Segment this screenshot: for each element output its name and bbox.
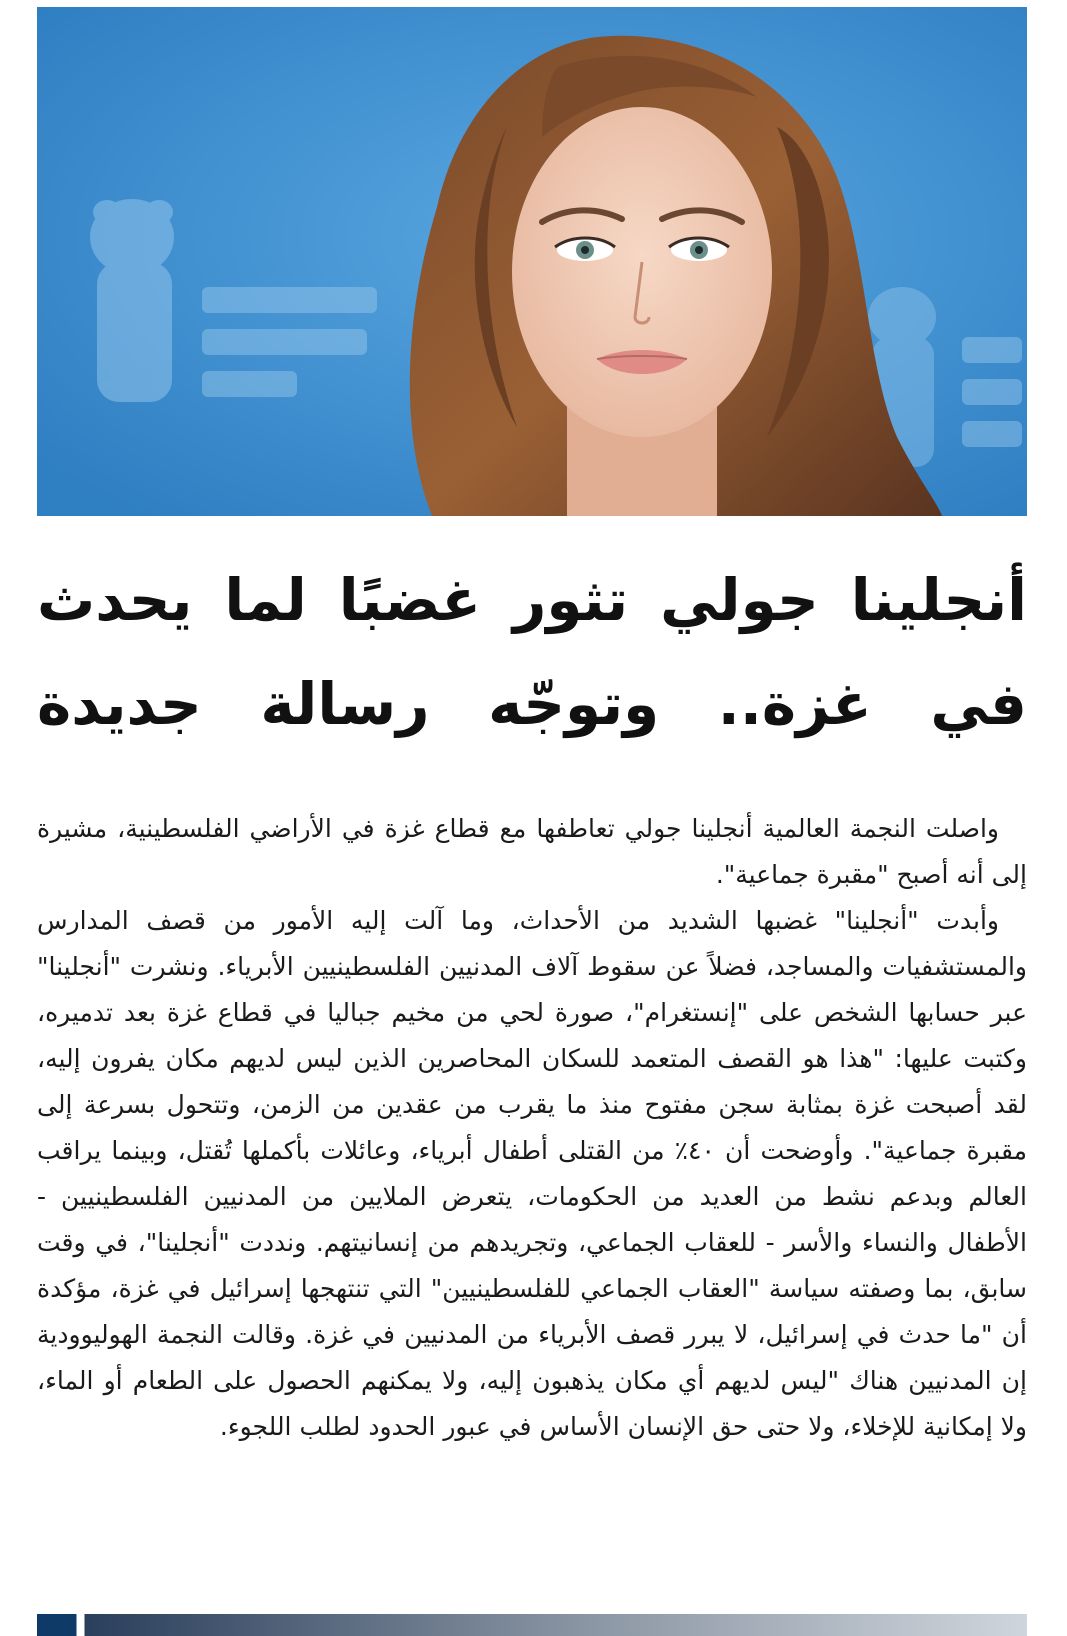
headline-line-1: أنجلينا جولي تثور غضبًا لما يحدث: [37, 566, 1027, 634]
article-photo: [37, 7, 1027, 516]
footer-bar: [37, 1614, 1027, 1636]
bear-logo-left: [90, 199, 174, 402]
article-paragraph-1: واصلت النجمة العالمية أنجلينا جولي تعاطفها مع قطاع غزة في الأراضي الفلسطينية، مشيرة إلى أنه أصبح "مقبرة جماعية".: [37, 814, 1027, 889]
article-paragraph-2: وأبدت "أنجلينا" غضبها الشديد من الأحداث، وما آلت إليه الأمور من قصف المدارس والمستشفيات والمساجد، فضلاً عن سقوط آلاف المدنيين الفلسطينيين الأبرياء. ونشرت "أنجلينا" عبر حسابها الشخص على "إنستغرام"، صورة لحي من مخيم جباليا في قطاع غزة بعد تدميره، وكتبت عليها: "هذا هو القصف المتعمد للسكان المحاصرين الذين ليس لديهم مكان يفرون إليه، لقد أصبحت غزة بمثابة سجن مفتوح منذ ما يقرب من عقدين من الزمن، وتتحول بسرعة إلى مقبرة جماعية". وأوضحت أن ٤٠٪ من القتلى أطفال أبرياء، وعائلات بأكملها تُقتل، وبينما يراقب العالم وبدعم نشط من العديد من الحكومات، يتعرض الملايين من المدنيين الفلسطينيين - الأطفال والنساء والأسر - للعقاب الجماعي، وتجريدهم من إنسانيتهم. ونددت "أنجلينا"، في وقت سابق، بما وصفته سياسة "العقاب الجماعي للفلسطينيين" التي تنتهجها إسرائيل في غزة، مؤكدة أن "ما حدث في إسرائيل، لا يبرر قصف الأبرياء من المدنيين في غزة. وقالت النجمة الهوليوودية إن المدنيين هناك "ليس لديهم أي مكان يذهبون إليه، ولا يمكنهم الحصول على الطعام أو الماء، ولا إمكانية للإخلاء، ولا حتى حق الإنسان الأساس في عبور الحدود لطلب اللجوء.: [37, 906, 1027, 1441]
article-body: [37, 806, 1027, 1450]
headline-line-2: في غزة.. وتوجّه رسالة جديدة: [37, 670, 1027, 738]
headline: [37, 548, 1027, 756]
portrait-illustration: [37, 7, 1027, 516]
